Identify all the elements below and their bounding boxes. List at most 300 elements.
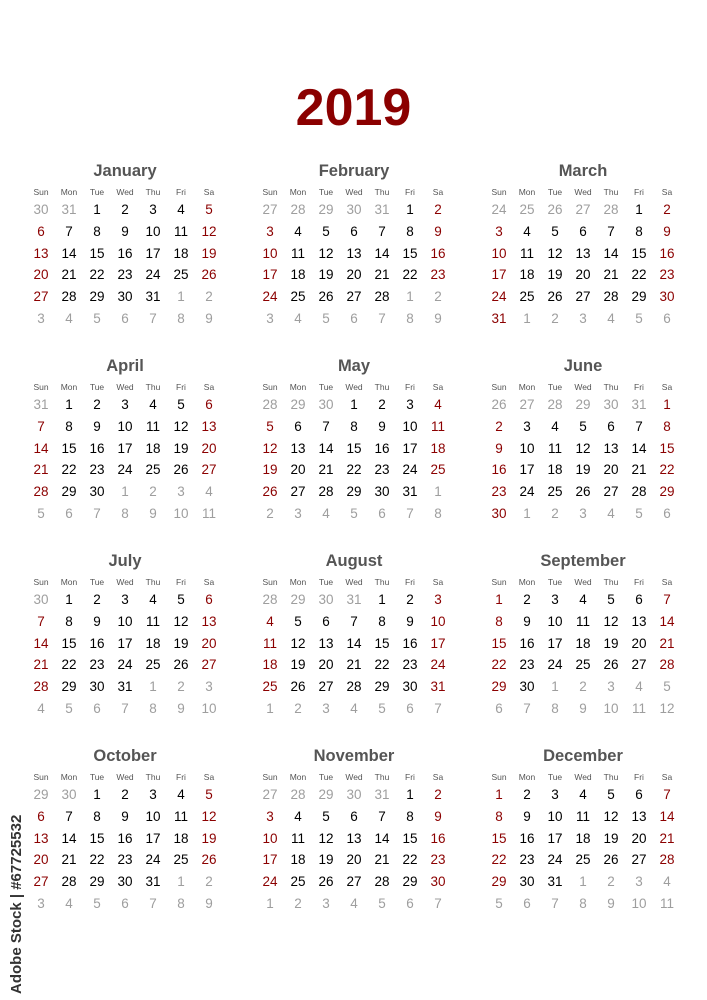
day-cell: 5 bbox=[205, 787, 213, 802]
week-row bbox=[485, 654, 681, 676]
prev-month-day: 31 bbox=[33, 397, 49, 412]
day-cell: 20 bbox=[603, 462, 619, 478]
week-row bbox=[256, 286, 452, 308]
weekday-label: Tue bbox=[318, 577, 334, 587]
day-cell: 23 bbox=[430, 267, 446, 283]
day-cell: 2 bbox=[523, 787, 531, 802]
day-cell: 25 bbox=[547, 484, 563, 500]
next-month-day: 7 bbox=[121, 700, 129, 716]
day-cell: 23 bbox=[430, 852, 446, 868]
day-cell: 4 bbox=[266, 613, 274, 629]
day-cell: 24 bbox=[262, 874, 278, 890]
day-cell: 5 bbox=[177, 592, 185, 607]
day-cell: 7 bbox=[37, 418, 45, 434]
weekday-label: Wed bbox=[345, 577, 363, 587]
week-row bbox=[27, 698, 223, 720]
day-cell: 20 bbox=[201, 635, 217, 651]
day-cell: 10 bbox=[402, 418, 418, 434]
day-cell: 21 bbox=[603, 267, 619, 283]
day-cell: 18 bbox=[290, 852, 306, 868]
next-month-day: 3 bbox=[322, 895, 330, 911]
day-cell: 18 bbox=[173, 245, 189, 261]
day-cell: 25 bbox=[145, 462, 161, 478]
day-cell: 14 bbox=[659, 808, 675, 824]
weekday-label: Mon bbox=[60, 187, 78, 197]
day-cell: 16 bbox=[402, 635, 418, 651]
day-cell: 3 bbox=[406, 397, 414, 412]
day-cell: 27 bbox=[631, 852, 647, 868]
day-cell: 19 bbox=[201, 245, 217, 261]
day-cell: 27 bbox=[33, 289, 49, 305]
week-row bbox=[27, 806, 223, 828]
day-cell: 2 bbox=[495, 418, 503, 434]
next-month-day: 7 bbox=[434, 700, 442, 716]
prev-month-day: 30 bbox=[61, 787, 77, 802]
next-month-day: 3 bbox=[205, 679, 213, 695]
weekday-label: Wed bbox=[116, 187, 134, 197]
day-cell: 7 bbox=[663, 787, 671, 802]
day-cell: 4 bbox=[177, 202, 185, 217]
week-row bbox=[485, 828, 681, 850]
day-cell: 21 bbox=[659, 830, 675, 846]
day-cell: 29 bbox=[491, 679, 507, 695]
day-cell: 1 bbox=[406, 787, 414, 802]
week-row bbox=[256, 806, 452, 828]
next-month-day: 8 bbox=[121, 505, 129, 521]
weekday-label: Sa bbox=[661, 772, 673, 782]
day-cell: 17 bbox=[491, 267, 507, 283]
next-month-day: 4 bbox=[65, 895, 73, 911]
week-row bbox=[256, 503, 452, 525]
prev-month-day: 30 bbox=[318, 592, 334, 607]
day-cell: 9 bbox=[378, 418, 386, 434]
day-cell: 17 bbox=[262, 852, 278, 868]
weekday-label: Mon bbox=[60, 382, 78, 392]
day-cell: 14 bbox=[603, 245, 619, 261]
day-cell: 13 bbox=[575, 245, 591, 261]
day-cell: 9 bbox=[434, 808, 442, 824]
next-month-day: 4 bbox=[607, 310, 615, 326]
day-cell: 1 bbox=[65, 397, 73, 412]
day-cell: 12 bbox=[547, 245, 563, 261]
day-cell: 20 bbox=[575, 267, 591, 283]
day-cell: 29 bbox=[346, 484, 362, 500]
week-row bbox=[256, 633, 452, 655]
weekday-header bbox=[256, 381, 452, 394]
next-month-day: 3 bbox=[607, 679, 615, 695]
next-month-day: 3 bbox=[294, 505, 302, 521]
day-cell: 17 bbox=[402, 440, 418, 456]
day-cell: 2 bbox=[121, 202, 129, 217]
week-row bbox=[27, 784, 223, 806]
weekday-label: Fri bbox=[405, 772, 415, 782]
day-cell: 19 bbox=[318, 267, 334, 283]
day-cell: 9 bbox=[121, 808, 129, 824]
day-cell: 17 bbox=[430, 635, 446, 651]
week-row bbox=[27, 871, 223, 893]
weekday-label: Sun bbox=[262, 187, 278, 197]
week-row bbox=[256, 611, 452, 633]
next-month-day: 8 bbox=[149, 700, 157, 716]
day-cell: 19 bbox=[201, 830, 217, 846]
next-month-day: 5 bbox=[378, 700, 386, 716]
day-cell: 6 bbox=[322, 613, 330, 629]
day-cell: 20 bbox=[290, 462, 306, 478]
day-cell: 5 bbox=[607, 592, 615, 607]
month-block-april bbox=[27, 351, 223, 546]
next-month-day: 8 bbox=[406, 310, 414, 326]
day-cell: 6 bbox=[579, 223, 587, 239]
day-cell: 16 bbox=[374, 440, 390, 456]
months-grid bbox=[27, 156, 681, 936]
day-cell: 12 bbox=[318, 830, 334, 846]
day-cell: 18 bbox=[519, 267, 535, 283]
week-row bbox=[485, 286, 681, 308]
day-cell: 22 bbox=[61, 462, 77, 478]
day-cell: 5 bbox=[205, 202, 213, 217]
day-cell: 9 bbox=[523, 808, 531, 824]
weekday-label: Sa bbox=[203, 772, 215, 782]
day-cell: 8 bbox=[350, 418, 358, 434]
weekday-label: Thu bbox=[374, 772, 390, 782]
day-cell: 25 bbox=[519, 289, 535, 305]
day-cell: 30 bbox=[491, 505, 507, 521]
weekday-label: Wed bbox=[345, 382, 363, 392]
month-block-january bbox=[27, 156, 223, 351]
next-month-day: 5 bbox=[350, 505, 358, 521]
year-title: 2019 bbox=[295, 79, 412, 137]
weekday-label: Fri bbox=[176, 187, 186, 197]
day-cell: 8 bbox=[406, 223, 414, 239]
day-cell: 30 bbox=[89, 679, 105, 695]
day-cell: 13 bbox=[33, 830, 49, 846]
day-cell: 28 bbox=[374, 874, 390, 890]
prev-month-day: 27 bbox=[575, 202, 591, 217]
weekday-label: Mon bbox=[289, 772, 307, 782]
week-row bbox=[27, 828, 223, 850]
day-cell: 6 bbox=[635, 592, 643, 607]
day-cell: 13 bbox=[631, 808, 647, 824]
day-cell: 7 bbox=[635, 418, 643, 434]
day-cell: 25 bbox=[173, 852, 189, 868]
prev-month-day: 28 bbox=[290, 787, 306, 802]
week-row bbox=[256, 438, 452, 460]
prev-month-day: 24 bbox=[491, 202, 507, 217]
day-cell: 23 bbox=[374, 462, 390, 478]
day-cell: 22 bbox=[659, 462, 675, 478]
weekday-header bbox=[27, 771, 223, 784]
weekday-label: Fri bbox=[176, 772, 186, 782]
day-cell: 2 bbox=[663, 202, 671, 217]
day-cell: 10 bbox=[145, 808, 161, 824]
week-row bbox=[256, 308, 452, 330]
prev-month-day: 31 bbox=[346, 592, 362, 607]
next-month-day: 5 bbox=[93, 310, 101, 326]
week-row bbox=[485, 438, 681, 460]
day-cell: 23 bbox=[519, 852, 535, 868]
day-cell: 26 bbox=[290, 679, 306, 695]
next-month-day: 11 bbox=[201, 505, 216, 521]
next-month-day: 10 bbox=[603, 700, 619, 716]
next-month-day: 7 bbox=[406, 505, 414, 521]
weekday-header bbox=[256, 186, 452, 199]
week-row bbox=[485, 416, 681, 438]
day-cell: 6 bbox=[205, 397, 213, 412]
weekday-label: Tue bbox=[89, 577, 105, 587]
weekday-header bbox=[256, 771, 452, 784]
next-month-day: 7 bbox=[149, 310, 157, 326]
weekday-label: Thu bbox=[603, 577, 619, 587]
weekday-header bbox=[256, 576, 452, 589]
day-cell: 2 bbox=[378, 397, 386, 412]
week-row bbox=[27, 849, 223, 871]
day-cell: 5 bbox=[322, 223, 330, 239]
next-month-day: 2 bbox=[434, 289, 442, 305]
weekday-label: Tue bbox=[318, 382, 334, 392]
day-cell: 25 bbox=[430, 462, 446, 478]
next-month-day: 1 bbox=[406, 289, 414, 305]
next-month-day: 9 bbox=[434, 310, 442, 326]
next-month-day: 3 bbox=[579, 310, 587, 326]
week-row bbox=[485, 784, 681, 806]
prev-month-day: 28 bbox=[290, 202, 306, 217]
day-cell: 17 bbox=[145, 830, 161, 846]
day-cell: 19 bbox=[603, 635, 619, 651]
week-row bbox=[256, 893, 452, 915]
day-cell: 28 bbox=[631, 484, 647, 500]
week-row bbox=[256, 654, 452, 676]
day-cell: 19 bbox=[173, 635, 189, 651]
weekday-label: Fri bbox=[405, 577, 415, 587]
day-cell: 26 bbox=[201, 267, 217, 283]
prev-month-day: 30 bbox=[33, 202, 49, 217]
next-month-day: 5 bbox=[65, 700, 73, 716]
day-cell: 29 bbox=[61, 484, 77, 500]
weekday-label: Sun bbox=[262, 577, 278, 587]
next-month-day: 7 bbox=[551, 895, 559, 911]
weekday-label: Sun bbox=[491, 382, 507, 392]
day-cell: 10 bbox=[519, 440, 535, 456]
day-cell: 15 bbox=[89, 245, 105, 261]
next-month-day: 5 bbox=[635, 505, 643, 521]
day-cell: 28 bbox=[33, 484, 49, 500]
weekday-label: Sun bbox=[491, 577, 507, 587]
day-cell: 8 bbox=[663, 418, 671, 434]
day-cell: 1 bbox=[65, 592, 73, 607]
day-cell: 2 bbox=[93, 397, 101, 412]
next-month-day: 10 bbox=[201, 700, 217, 716]
day-cell: 15 bbox=[491, 830, 507, 846]
day-cell: 21 bbox=[374, 852, 390, 868]
week-row bbox=[27, 459, 223, 481]
day-cell: 26 bbox=[603, 852, 619, 868]
next-month-day: 6 bbox=[350, 310, 358, 326]
weekday-label: Thu bbox=[603, 187, 619, 197]
day-cell: 20 bbox=[201, 440, 217, 456]
day-cell: 11 bbox=[145, 613, 160, 629]
day-cell: 21 bbox=[374, 267, 390, 283]
day-cell: 23 bbox=[117, 852, 133, 868]
day-cell: 24 bbox=[547, 657, 563, 673]
day-cell: 7 bbox=[322, 418, 330, 434]
week-row bbox=[485, 849, 681, 871]
day-cell: 27 bbox=[631, 657, 647, 673]
day-cell: 21 bbox=[659, 635, 675, 651]
next-month-day: 1 bbox=[579, 874, 587, 890]
day-cell: 8 bbox=[378, 613, 386, 629]
day-cell: 3 bbox=[551, 787, 559, 802]
next-month-day: 5 bbox=[322, 310, 330, 326]
day-cell: 19 bbox=[575, 462, 591, 478]
day-cell: 15 bbox=[491, 635, 507, 651]
day-cell: 1 bbox=[350, 397, 358, 412]
next-month-day: 1 bbox=[523, 310, 531, 326]
weekday-label: Fri bbox=[176, 577, 186, 587]
day-cell: 19 bbox=[318, 852, 334, 868]
week-row bbox=[27, 633, 223, 655]
next-month-day: 4 bbox=[294, 310, 302, 326]
day-cell: 6 bbox=[635, 787, 643, 802]
prev-month-day: 26 bbox=[547, 202, 563, 217]
day-cell: 12 bbox=[290, 635, 306, 651]
prev-month-day: 27 bbox=[262, 202, 278, 217]
day-cell: 27 bbox=[318, 679, 334, 695]
week-row bbox=[485, 459, 681, 481]
day-cell: 26 bbox=[173, 462, 189, 478]
day-cell: 16 bbox=[430, 830, 446, 846]
day-cell: 21 bbox=[61, 267, 77, 283]
weekday-label: Sun bbox=[33, 772, 49, 782]
weekday-label: Mon bbox=[518, 187, 536, 197]
week-row bbox=[27, 503, 223, 525]
weekday-label: Tue bbox=[547, 382, 563, 392]
prev-month-day: 31 bbox=[374, 202, 390, 217]
next-month-day: 1 bbox=[177, 874, 185, 890]
day-cell: 19 bbox=[262, 462, 278, 478]
weekday-header bbox=[27, 186, 223, 199]
day-cell: 30 bbox=[430, 874, 446, 890]
day-cell: 12 bbox=[603, 613, 619, 629]
weekday-label: Mon bbox=[289, 577, 307, 587]
day-cell: 2 bbox=[406, 592, 414, 607]
day-cell: 18 bbox=[575, 635, 591, 651]
day-cell: 7 bbox=[378, 808, 386, 824]
day-cell: 9 bbox=[495, 440, 503, 456]
day-cell: 11 bbox=[262, 635, 277, 651]
week-row bbox=[485, 481, 681, 503]
day-cell: 14 bbox=[346, 635, 362, 651]
day-cell: 26 bbox=[173, 657, 189, 673]
week-row bbox=[256, 459, 452, 481]
day-cell: 19 bbox=[547, 267, 563, 283]
day-cell: 2 bbox=[121, 787, 129, 802]
day-cell: 30 bbox=[519, 874, 535, 890]
next-month-day: 2 bbox=[551, 310, 559, 326]
weekday-label: Sa bbox=[432, 577, 444, 587]
week-row bbox=[256, 828, 452, 850]
day-cell: 4 bbox=[177, 787, 185, 802]
day-cell: 23 bbox=[491, 484, 507, 500]
week-row bbox=[27, 589, 223, 611]
next-month-day: 4 bbox=[65, 310, 73, 326]
day-cell: 20 bbox=[631, 830, 647, 846]
next-month-day: 10 bbox=[631, 895, 647, 911]
day-cell: 2 bbox=[93, 592, 101, 607]
week-row bbox=[485, 676, 681, 698]
day-cell: 27 bbox=[346, 874, 362, 890]
day-cell: 10 bbox=[262, 830, 278, 846]
day-cell: 31 bbox=[145, 874, 161, 890]
week-row bbox=[256, 589, 452, 611]
day-cell: 26 bbox=[603, 657, 619, 673]
weekday-label: Tue bbox=[547, 187, 563, 197]
day-cell: 31 bbox=[402, 484, 418, 500]
next-month-day: 5 bbox=[635, 310, 643, 326]
week-row bbox=[485, 871, 681, 893]
week-row bbox=[256, 676, 452, 698]
week-row bbox=[27, 264, 223, 286]
day-cell: 29 bbox=[631, 289, 647, 305]
day-cell: 3 bbox=[523, 418, 531, 434]
month-title: December bbox=[543, 747, 623, 765]
next-month-day: 11 bbox=[631, 700, 646, 716]
day-cell: 28 bbox=[659, 852, 675, 868]
day-cell: 31 bbox=[547, 874, 563, 890]
day-cell: 5 bbox=[607, 787, 615, 802]
week-row bbox=[485, 806, 681, 828]
prev-month-day: 26 bbox=[491, 397, 507, 412]
day-cell: 3 bbox=[434, 592, 442, 607]
weekday-label: Tue bbox=[547, 577, 563, 587]
day-cell: 6 bbox=[37, 223, 45, 239]
week-row bbox=[27, 481, 223, 503]
day-cell: 11 bbox=[173, 223, 188, 239]
prev-month-day: 28 bbox=[262, 397, 278, 412]
day-cell: 25 bbox=[262, 679, 278, 695]
day-cell: 25 bbox=[173, 267, 189, 283]
day-cell: 5 bbox=[294, 613, 302, 629]
next-month-day: 6 bbox=[523, 895, 531, 911]
day-cell: 14 bbox=[61, 830, 77, 846]
day-cell: 24 bbox=[402, 462, 418, 478]
weekday-label: Mon bbox=[518, 772, 536, 782]
next-month-day: 6 bbox=[663, 310, 671, 326]
next-month-day: 1 bbox=[177, 289, 185, 305]
day-cell: 16 bbox=[491, 462, 507, 478]
day-cell: 11 bbox=[145, 418, 160, 434]
day-cell: 2 bbox=[434, 787, 442, 802]
weekday-label: Tue bbox=[89, 772, 105, 782]
week-row bbox=[27, 199, 223, 221]
weekday-label: Wed bbox=[574, 187, 592, 197]
prev-month-day: 28 bbox=[603, 202, 619, 217]
next-month-day: 2 bbox=[205, 289, 213, 305]
next-month-day: 4 bbox=[350, 700, 358, 716]
day-cell: 13 bbox=[33, 245, 49, 261]
day-cell: 16 bbox=[430, 245, 446, 261]
day-cell: 23 bbox=[659, 267, 675, 283]
prev-month-day: 31 bbox=[631, 397, 647, 412]
prev-month-day: 28 bbox=[262, 592, 278, 607]
day-cell: 11 bbox=[575, 808, 590, 824]
weekday-label: Mon bbox=[518, 577, 536, 587]
week-row bbox=[256, 416, 452, 438]
month-title: May bbox=[337, 357, 371, 375]
weekday-label: Mon bbox=[289, 187, 307, 197]
day-cell: 10 bbox=[430, 613, 446, 629]
weekday-label: Thu bbox=[145, 382, 161, 392]
weekday-label: Fri bbox=[634, 187, 644, 197]
